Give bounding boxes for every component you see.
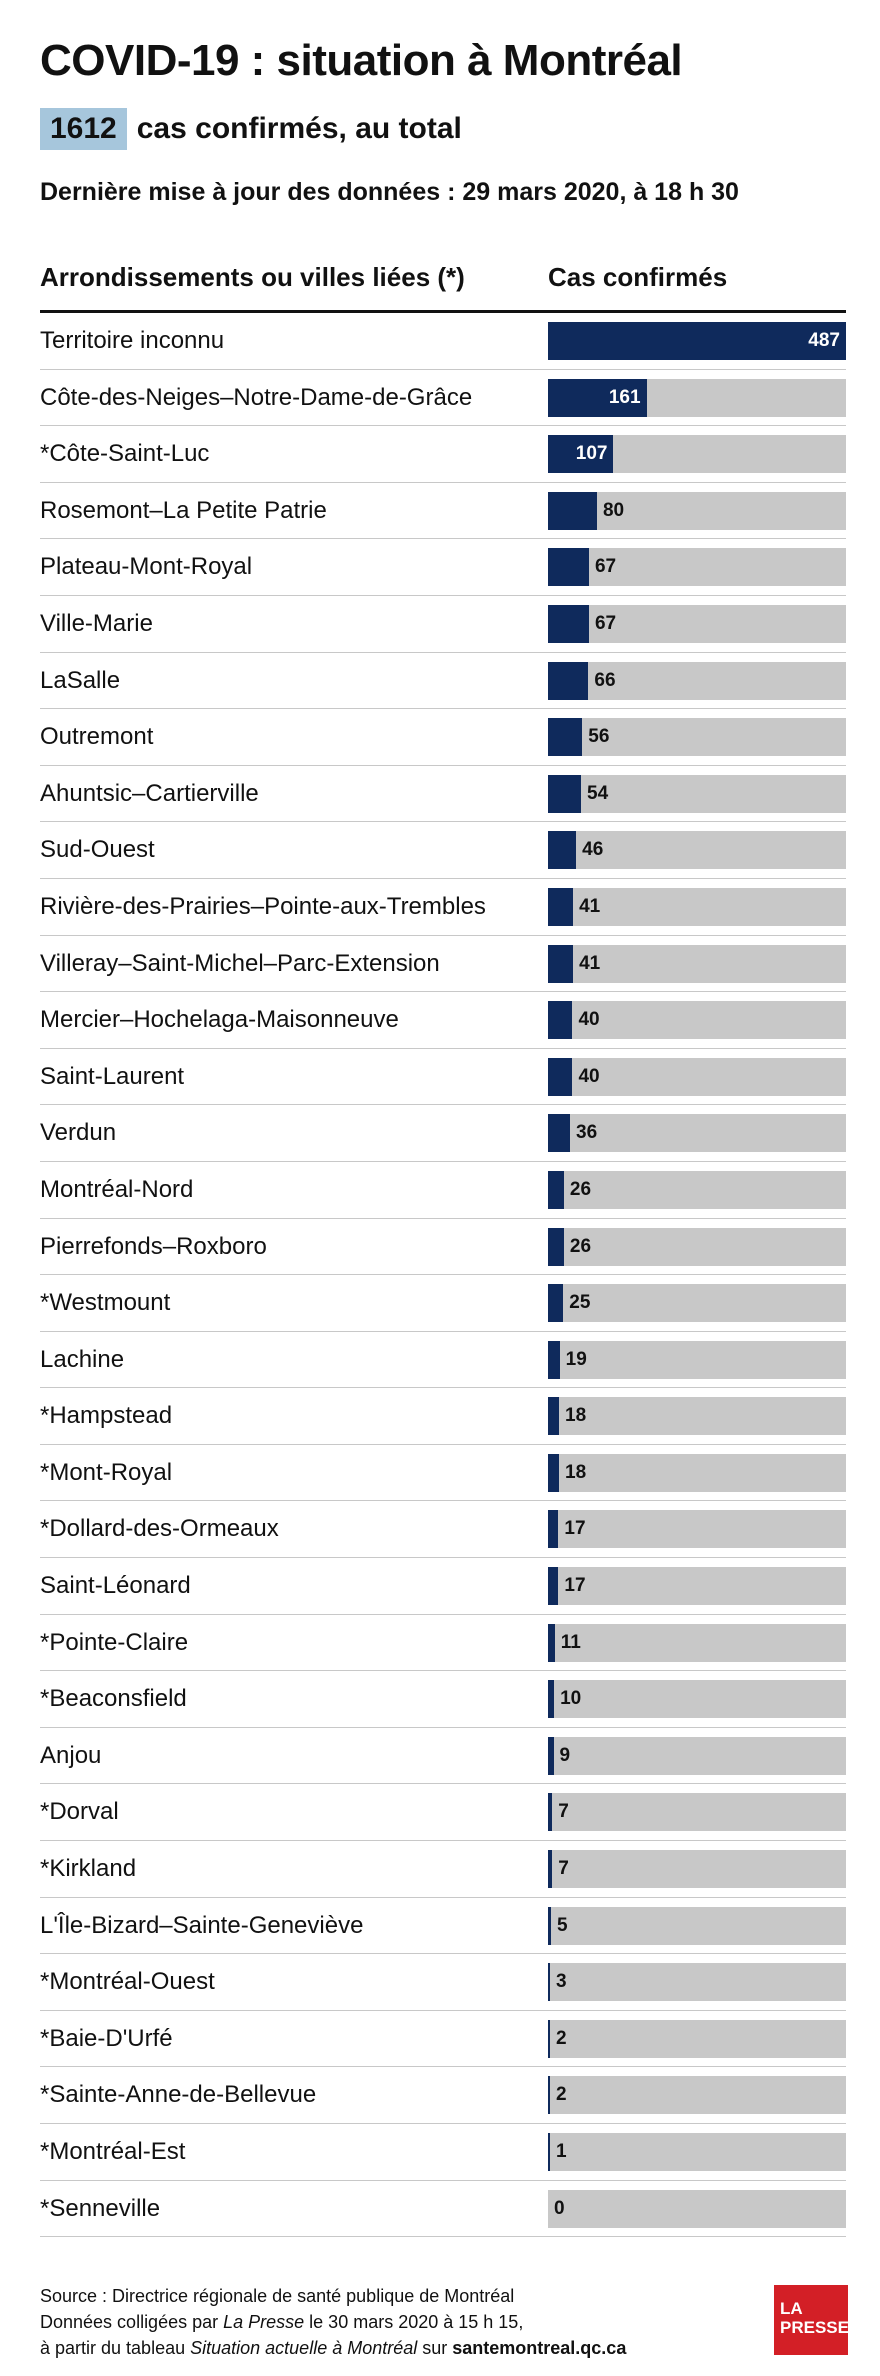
bar [548,1228,564,1266]
footer-website: santemontreal.qc.ca [452,2338,627,2358]
bar [548,1001,572,1039]
bar-track [548,1284,846,1322]
bar-track [548,605,846,643]
bar-track [548,1850,846,1888]
bar [548,2020,550,2058]
bar-track [548,662,846,700]
total-cases-label: cas confirmés, au total [136,112,462,145]
bar-value-label: 9 [559,1744,571,1766]
bar-value-label: 3 [556,1971,567,1993]
bar [548,1171,564,1209]
bar [548,888,573,926]
bar-track [548,1680,846,1718]
table-row [40,596,846,653]
bar-track [548,492,846,530]
bar-value-label: 18 [565,1405,587,1427]
bar-value-label: 161 [608,386,641,408]
header-cases: Cas confirmés [548,262,728,292]
bar-track [548,1963,846,2001]
row-label: Anjou [40,1741,102,1769]
bar [548,1058,572,1096]
bar-track [548,1907,846,1945]
footer-publication: La Presse [223,2312,305,2332]
bar-value-label: 26 [569,1178,592,1200]
la-presse-logo [774,2285,848,2355]
table-row [40,1954,846,2011]
bar-value-label: 26 [569,1235,592,1257]
page-title: COVID-19 : situation à Montréal [40,36,683,85]
row-label: *Montréal-Ouest [40,1968,215,1996]
bar-track [548,1793,846,1831]
bar-track [548,2076,846,2114]
row-label: Rosemont–La Petite Patrie [40,496,327,524]
row-label: Ville-Marie [40,609,153,637]
bar [548,1341,560,1379]
bar [548,1567,558,1605]
table-row [40,1501,846,1558]
bar-track [548,945,846,983]
bar-value-label: 40 [578,1009,600,1031]
bar-value-label: 66 [594,669,616,691]
footer-compiled-post: le 30 mars 2020 à 15 h 15, [304,2312,524,2332]
bar-track [548,1737,846,1775]
bar [548,605,589,643]
header-districts: Arrondissements ou villes liées (*) [40,262,465,292]
table-row [40,1219,846,1276]
row-label: Saint-Léonard [40,1572,191,1600]
table-row [40,879,846,936]
table-row [40,1388,846,1445]
table-row [40,766,846,823]
table-row [40,1445,846,1502]
bar-value-label: 0 [554,2197,565,2219]
table-row [40,1162,846,1219]
last-updated: Dernière mise à jour des données : 29 mars 2020, à 18 h 30 [40,178,739,206]
bar-value-label: 25 [569,1292,591,1314]
row-label: Verdun [40,1119,117,1147]
bar [548,1737,554,1775]
bar-track [548,1454,846,1492]
footer [40,2283,626,2361]
bar [548,1907,551,1945]
bar-track [548,1624,846,1662]
table-row [40,1332,846,1389]
bar-value-label: 36 [576,1122,598,1144]
bar-value-label: 10 [560,1688,582,1710]
row-label: Outremont [40,723,154,751]
bar [548,775,581,813]
bar [548,2076,550,2114]
table-header [40,262,846,293]
row-label: Villeray–Saint-Michel–Parc-Extension [40,949,440,977]
table-row [40,1105,846,1162]
bar-track [548,831,846,869]
table-row [40,1615,846,1672]
footer-origin-mid: sur [417,2338,453,2358]
bar-track [548,1114,846,1152]
bar-value-label: 7 [558,1801,569,1823]
bar-track [548,1341,846,1379]
bar-track [548,2190,846,2228]
table-row [40,653,846,710]
row-label: Pierrefonds–Roxboro [40,1232,267,1260]
table-row [40,539,846,596]
table-row [40,426,846,483]
table-row [40,822,846,879]
bar-value-label: 56 [588,726,610,748]
table-row [40,1671,846,1728]
row-label: *Mont-Royal [40,1458,173,1486]
bar-track [548,718,846,756]
bar-value-label: 2 [556,2027,567,2049]
bar-value-label: 18 [565,1461,587,1483]
row-label: *Côte-Saint-Luc [40,440,210,468]
bar [548,1454,559,1492]
total-cases-badge: 1612 [40,108,127,150]
logo-line2: PRESSE [780,2318,849,2337]
bar [548,662,588,700]
row-label: Rivière-des-Prairies–Pointe-aux-Trembles [40,892,486,920]
table-row [40,2124,846,2181]
bar-track [548,548,846,586]
row-label: *Sainte-Anne-de-Bellevue [40,2081,317,2109]
footer-source: Source : Directrice régionale de santé publique de Montréal [40,2286,515,2306]
row-label: Montréal-Nord [40,1175,194,1203]
bar-value-label: 487 [808,330,840,351]
row-label: Côte-des-Neiges–Notre-Dame-de-Grâce [40,383,473,411]
row-label: *Montréal-Est [40,2138,186,2165]
row-label: *Kirkland [40,1855,137,1883]
bar [548,1850,552,1888]
table-row [40,709,846,766]
bar-track [548,322,846,360]
bar [548,1114,570,1152]
table-row [40,2011,846,2068]
row-label: Lachine [40,1345,125,1373]
row-label: *Senneville [40,2194,161,2222]
logo-line1: LA [780,2299,803,2318]
bar-track [548,2133,846,2171]
bar-value-label: 54 [587,782,609,804]
table-row [40,370,846,427]
bar-value-label: 5 [557,1914,568,1936]
bar-value-label: 17 [564,1575,586,1597]
table-row [40,1049,846,1106]
table-row [40,1898,846,1955]
bar-value-label: 11 [560,1631,581,1653]
table-row [40,1275,846,1332]
table-row [40,1784,846,1841]
table-row [40,2067,846,2124]
row-label: Sud-Ouest [40,836,155,864]
bar-track [548,379,846,417]
bar-value-label: 7 [558,1858,569,1880]
bar-track [548,1510,846,1548]
footer-origin-pre: à partir du tableau [40,2338,191,2358]
row-label: Plateau-Mont-Royal [40,553,253,581]
bar [548,1963,550,2001]
bar-value-label: 41 [579,952,601,974]
bar-track [548,775,846,813]
bar [548,2133,550,2171]
row-label: Territoire inconnu [40,327,225,354]
bar-track [548,1567,846,1605]
bar-value-label: 107 [575,443,608,465]
table-row [40,992,846,1049]
row-label: *Westmount [40,1289,171,1317]
bar-track [548,435,846,473]
bar-value-label: 41 [579,895,601,917]
bar-value-label: 1 [556,2141,567,2162]
bar [548,548,589,586]
table-row [40,313,846,370]
table-row [40,936,846,993]
row-label: L'Île-Bizard–Sainte-Geneviève [40,1911,364,1939]
row-label: *Dorval [40,1798,119,1826]
bar [548,831,576,869]
bar-track [548,1001,846,1039]
footer-compiled [40,2309,626,2335]
bar-value-label: 2 [556,2084,567,2106]
row-label: *Hampstead [40,1402,173,1430]
bar [548,1510,558,1548]
footer-table-name: Situation actuelle à Montréal [190,2338,418,2358]
bar [548,718,582,756]
bar-value-label: 40 [578,1065,600,1087]
bar [548,492,597,530]
bar [548,1793,552,1831]
bar [548,1397,559,1435]
bar-track [548,1397,846,1435]
total-cases [40,108,462,150]
table-row [40,483,846,540]
bar [548,322,846,360]
bar [548,1680,554,1718]
bar-value-label: 80 [602,499,625,521]
bar [548,945,573,983]
row-label: *Beaconsfield [40,1685,187,1713]
row-label: Saint-Laurent [40,1062,185,1090]
bar-value-label: 67 [594,556,617,578]
bar-track [548,2020,846,2058]
row-label: *Dollard-des-Ormeaux [40,1515,279,1543]
row-label: Ahuntsic–Cartierville [40,779,259,807]
table-row [40,1558,846,1615]
row-label: Mercier–Hochelaga-Maisonneuve [40,1006,399,1034]
bar-value-label: 67 [594,612,617,634]
bar-value-label: 17 [564,1518,586,1540]
bar-track [548,1228,846,1266]
bar-chart [40,313,846,2237]
row-label: LaSalle [40,666,121,694]
row-label: *Baie-D'Urfé [40,2024,173,2052]
bar [548,1624,555,1662]
footer-origin [40,2335,626,2361]
bar-value-label: 46 [582,839,604,861]
table-row [40,2181,846,2238]
bar-track [548,888,846,926]
footer-compiled-pre: Données colligées par [40,2312,224,2332]
bar [548,1284,563,1322]
bar-track [548,1058,846,1096]
table-row [40,1841,846,1898]
bar-track [548,1171,846,1209]
row-label: *Pointe-Claire [40,1628,189,1656]
bar-value-label: 19 [565,1348,587,1370]
table-row [40,1728,846,1785]
